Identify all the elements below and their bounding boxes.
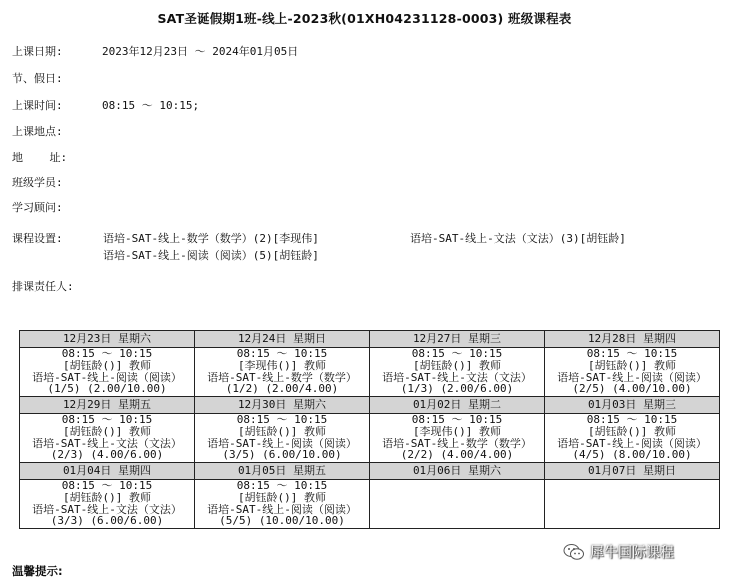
session-time: 08:15 ～ 10:15	[236, 348, 328, 360]
session-time: 08:15 ～ 10:15	[411, 348, 503, 360]
session-progress: (1/3) (2.00/6.00)	[400, 383, 514, 396]
session-time: 08:15 ～ 10:15	[61, 414, 153, 426]
schedule-session-cell	[545, 480, 720, 529]
schedule-date-header: 12月28日 星期四	[545, 331, 720, 348]
schedule-session-cell	[195, 414, 370, 463]
session-progress: (3/5) (6.00/10.00)	[222, 449, 342, 462]
schedule-session-cell	[20, 414, 195, 463]
session-progress: (2/2) (4.00/4.00)	[400, 449, 514, 462]
schedule-date-header: 12月29日 星期五	[20, 397, 195, 414]
advisor-label: 学习顾问:	[12, 201, 63, 214]
session-progress: (2/5) (4.00/10.00)	[572, 383, 692, 396]
session-time: 08:15 ～ 10:15	[586, 414, 678, 426]
session-course: 语培-SAT-线上-文法（文法）	[32, 503, 182, 516]
time-label: 上课时间:	[12, 99, 63, 112]
session-time: 08:15 ～ 10:15	[236, 414, 328, 426]
wechat-icon	[563, 543, 585, 561]
course-item: 语培-SAT-线上-数学（数学）(2)[李现伟]	[103, 232, 319, 245]
session-course: 语培-SAT-线上-文法（文法）	[382, 371, 532, 384]
session-teacher: [胡钰龄()] 教师	[62, 425, 152, 438]
session-teacher: [胡钰龄()] 教师	[237, 425, 327, 438]
session-course: 语培-SAT-线上-阅读（阅读）	[32, 371, 182, 384]
dates-label: 上课日期:	[12, 45, 63, 58]
schedule-session-cell	[370, 480, 545, 529]
schedule-header-row	[20, 331, 720, 348]
course-item: 语培-SAT-线上-文法（文法）(3)[胡钰龄]	[410, 232, 626, 245]
info-time	[12, 98, 199, 114]
page-title: SAT圣诞假期1班-线上-2023秋(01XH04231128-0003) 班级课程表	[157, 11, 572, 26]
schedule-date-header: 12月27日 星期三	[370, 331, 545, 348]
info-advisor	[12, 200, 102, 216]
info-address	[12, 150, 102, 166]
schedule-session-cell	[370, 414, 545, 463]
schedule-date-header: 01月04日 星期四	[20, 463, 195, 480]
schedule-date-header: 01月06日 星期六	[370, 463, 545, 480]
schedule-session-cell	[545, 414, 720, 463]
info-students	[12, 175, 102, 191]
schedule-session-cell	[370, 348, 545, 397]
schedule-date-header: 01月03日 星期三	[545, 397, 720, 414]
schedule-date-header: 12月24日 星期日	[195, 331, 370, 348]
courses-label: 课程设置:	[12, 232, 63, 245]
session-course: 语培-SAT-线上-数学（数学）	[382, 437, 532, 450]
holidays-label: 节、假日:	[12, 72, 63, 85]
session-progress: (2/3) (4.00/6.00)	[50, 449, 164, 462]
info-dates	[12, 44, 298, 60]
session-progress: (1/2) (2.00/4.00)	[225, 383, 339, 396]
scheduler-label: 排课责任人:	[12, 280, 74, 293]
session-teacher: [胡钰龄()] 教师	[587, 359, 677, 372]
schedule-session-cell	[195, 480, 370, 529]
address-label: 地 址:	[12, 151, 68, 164]
session-time: 08:15 ～ 10:15	[61, 348, 153, 360]
info-location	[12, 124, 102, 140]
schedule-session-row	[20, 414, 720, 463]
session-teacher: [胡钰龄()] 教师	[587, 425, 677, 438]
schedule-date-header: 01月07日 星期日	[545, 463, 720, 480]
session-course: 语培-SAT-线上-阅读（阅读）	[557, 437, 707, 450]
session-time: 08:15 ～ 10:15	[586, 348, 678, 360]
watermark-text: 犀牛国际课程	[590, 545, 674, 561]
schedule-date-header: 12月30日 星期六	[195, 397, 370, 414]
session-time: 08:15 ～ 10:15	[411, 414, 503, 426]
location-label: 上课地点:	[12, 125, 63, 138]
session-teacher: [李现伟()] 教师	[412, 425, 502, 438]
schedule-header-row	[20, 463, 720, 480]
session-progress: (3/3) (6.00/6.00)	[50, 515, 164, 528]
session-teacher: [胡钰龄()] 教师	[62, 359, 152, 372]
schedule-session-cell	[20, 480, 195, 529]
dates-value: 2023年12月23日 ～ 2024年01月05日	[102, 45, 299, 58]
schedule-session-cell	[545, 348, 720, 397]
schedule-date-header: 01月05日 星期五	[195, 463, 370, 480]
session-course: 语培-SAT-线上-阅读（阅读）	[557, 371, 707, 384]
session-teacher: [胡钰龄()] 教师	[237, 491, 327, 504]
schedule-table	[19, 330, 720, 529]
session-course: 语培-SAT-线上-数学（数学）	[207, 371, 357, 384]
students-label: 班级学员:	[12, 176, 63, 189]
schedule-session-cell	[20, 348, 195, 397]
time-value: 08:15 ～ 10:15;	[102, 99, 200, 112]
session-progress: (4/5) (8.00/10.00)	[572, 449, 692, 462]
session-progress: (5/5) (10.00/10.00)	[219, 515, 345, 528]
tips-label: 温馨提示:	[12, 564, 63, 578]
course-item: 语培-SAT-线上-阅读（阅读）(5)[胡钰龄]	[103, 249, 319, 262]
session-teacher: [李现伟()] 教师	[237, 359, 327, 372]
schedule-session-row	[20, 480, 720, 529]
session-time: 08:15 ～ 10:15	[61, 480, 153, 492]
schedule-header-row	[20, 397, 720, 414]
schedule-date-header: 12月23日 星期六	[20, 331, 195, 348]
session-teacher: [胡钰龄()] 教师	[412, 359, 502, 372]
schedule-date-header: 01月02日 星期二	[370, 397, 545, 414]
session-teacher: [胡钰龄()] 教师	[62, 491, 152, 504]
info-scheduler	[12, 279, 102, 295]
info-holidays	[12, 71, 102, 87]
session-course: 语培-SAT-线上-阅读（阅读）	[207, 437, 357, 450]
session-course: 语培-SAT-线上-阅读（阅读）	[207, 503, 357, 516]
session-progress: (1/5) (2.00/10.00)	[47, 383, 167, 396]
schedule-session-row	[20, 348, 720, 397]
session-time: 08:15 ～ 10:15	[236, 480, 328, 492]
session-course: 语培-SAT-线上-文法（文法）	[32, 437, 182, 450]
schedule-session-cell	[195, 348, 370, 397]
watermark	[563, 540, 723, 564]
